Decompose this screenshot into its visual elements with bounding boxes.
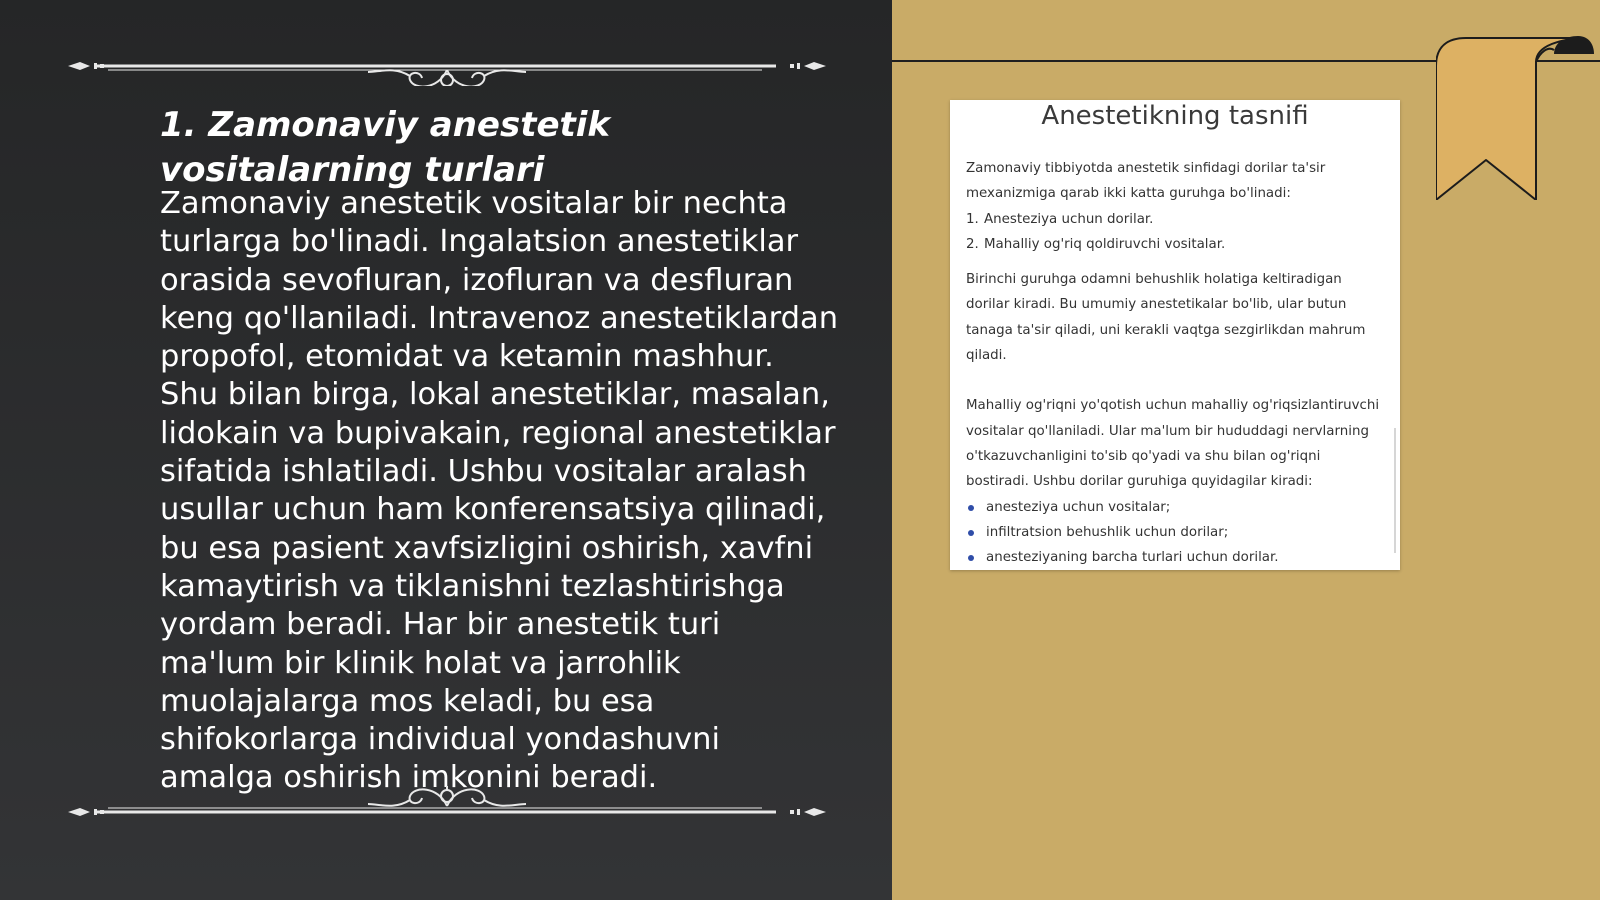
document-content [966,156,1384,570]
list-item [966,545,1384,570]
numbered-list [966,207,1384,258]
document-card [950,100,1400,570]
slide-body-text: Zamonaviy anestetik vositalar bir nechta turlarga bo'linadi. Ingalatsion anestetiklar orasida sevofluran, izofluran va desfluran keng qo'llaniladi. Intravenoz anestetiklardan propofol, etomidat va ketamin mashhur. Shu bilan birga, lokal anestetiklar, masalan, lidokain va bupivakain, regional anestetiklar sifatida ishlatiladi. Ushbu vositalar aralash usullar uchun ham konferensatsiya qilinadi, bu esa pasient xavfsizligini oshirish, xavfni kamaytirish va tiklanishni tezlashtirishga yordam beradi. Har bir anestetik turi ma'lum bir klinik holat va jarrohlik muolajalarga mos keladi, bu esa shifokorlarga individual yondashuvni amalga oshirish imkonini beradi. [160,186,839,796]
bullet-icon [968,530,974,536]
ornament-divider-bottom [68,786,826,826]
list-item [966,520,1384,545]
ribbon-bookmark-icon [1436,36,1596,200]
document-paragraph-local: Mahalliy og'riqni yo'qotish uchun mahalliy og'riqsizlantiruvchi vositalar qo'llaniladi. Ular ma'lum bir hududdagi nervlarning o'tkazuvchanligini to'sib qo'yadi va shu bilan og'riqni bostiradi. Ushbu dorilar guruhiga quyidagilar kiradi: [966,398,1380,490]
document-paragraph-general: Birinchi guruhga odamni behushlik holatiga keltiradigan dorilar kiradi. Bu umumiy anestetikalar bo'lib, ular butun tanaga ta'sir qiladi, uni kerakli vaqtga sezgirlikdan mahrum qiladi. [966,272,1366,364]
list-item [966,207,1384,232]
list-item-text: Anesteziya uchun dorilar. [984,211,1154,227]
bullet-list [966,495,1384,570]
document-title: Anestetikning tasnifi [1041,101,1309,131]
document-scrollbar[interactable] [1394,428,1396,553]
document-intro: Zamonaviy tibbiyotda anestetik sinfidagi dorilar ta'sir mexanizmiga qarab ikki katta guruhga bo'linadi: [966,161,1326,202]
list-item-text: infiltratsion behushlik uchun dorilar; [986,524,1229,540]
list-item-text: Mahalliy og'riq qoldiruvchi vositalar. [984,236,1226,252]
bullet-icon [968,505,974,511]
list-item-text: anesteziya uchun vositalar; [986,499,1171,515]
list-number: 1. [966,211,979,227]
list-number: 2. [966,236,979,252]
spacer [966,257,1384,267]
list-item [966,495,1384,520]
ornament-divider-top [68,46,826,86]
slide-title: 1. Zamonaviy anestetik vositalarning turlari [160,105,611,190]
list-item [966,232,1384,257]
bullet-icon [968,555,974,561]
spacer [966,368,1384,393]
list-item-text: anesteziyaning barcha turlari uchun dorilar. [986,550,1279,566]
